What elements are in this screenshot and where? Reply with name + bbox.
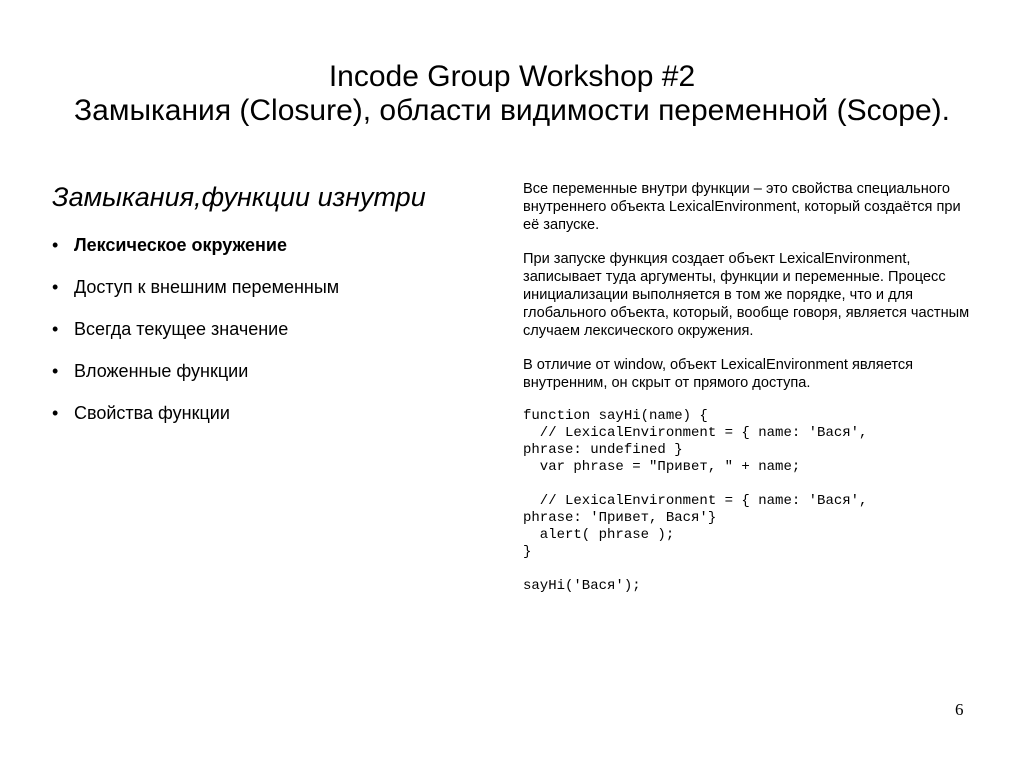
section-subtitle: Замыкания,функции изнутри (52, 182, 426, 212)
page-number: 6 (955, 700, 964, 719)
code-example: function sayHi(name) { // LexicalEnvironment = { name: 'Вася', phrase: undefined } var phrase = "Привет, " + name; // LexicalEnvironment = { name: 'Вася', phrase: 'Привет, Вася'} alert( phrase ); } sayHi('Вася'); (523, 408, 868, 594)
left-column (52, 180, 492, 444)
bullet-icon: • (52, 319, 59, 339)
bullet-icon: • (52, 235, 59, 255)
slide-title-line-1: Incode Group Workshop #2 (328, 60, 696, 93)
bullet-icon: • (52, 403, 59, 423)
bullet-item (52, 276, 492, 298)
paragraph-window-difference: В отличие от window, объект LexicalEnvironment является внутренним, он скрыт от прямого доступа. (523, 357, 914, 391)
paragraph-lexical-environment: Все переменные внутри функции – это свойства специального внутреннего объекта LexicalEnvironment, который создаётся при её запуске. (523, 181, 961, 233)
right-column (523, 180, 973, 595)
bullet-icon: • (52, 277, 59, 297)
bullet-item (52, 360, 492, 382)
paragraph-function-start: При запуске функция создает объект LexicalEnvironment, записывает туда аргументы, функции и переменные. Процесс инициализации выполняется в том же порядке, что и для глобального объекта, который, вообще говоря, является частным случаем лексического окружения. (523, 251, 970, 339)
bullet-list (52, 234, 492, 424)
slide-title-line-2: Замыкания (Closure), области видимости переменной (Scope). (74, 94, 950, 127)
bullet-item (52, 318, 492, 340)
bullet-item (52, 402, 492, 424)
bullet-text: Лексическое окружение (74, 235, 287, 255)
slide-title (0, 60, 1024, 128)
bullet-text: Всегда текущее значение (74, 319, 289, 339)
bullet-text: Свойства функции (74, 403, 230, 423)
bullet-text: Вложенные функции (74, 361, 249, 381)
bullet-icon: • (52, 361, 59, 381)
bullet-item (52, 234, 492, 256)
bullet-text: Доступ к внешним переменным (74, 277, 340, 297)
